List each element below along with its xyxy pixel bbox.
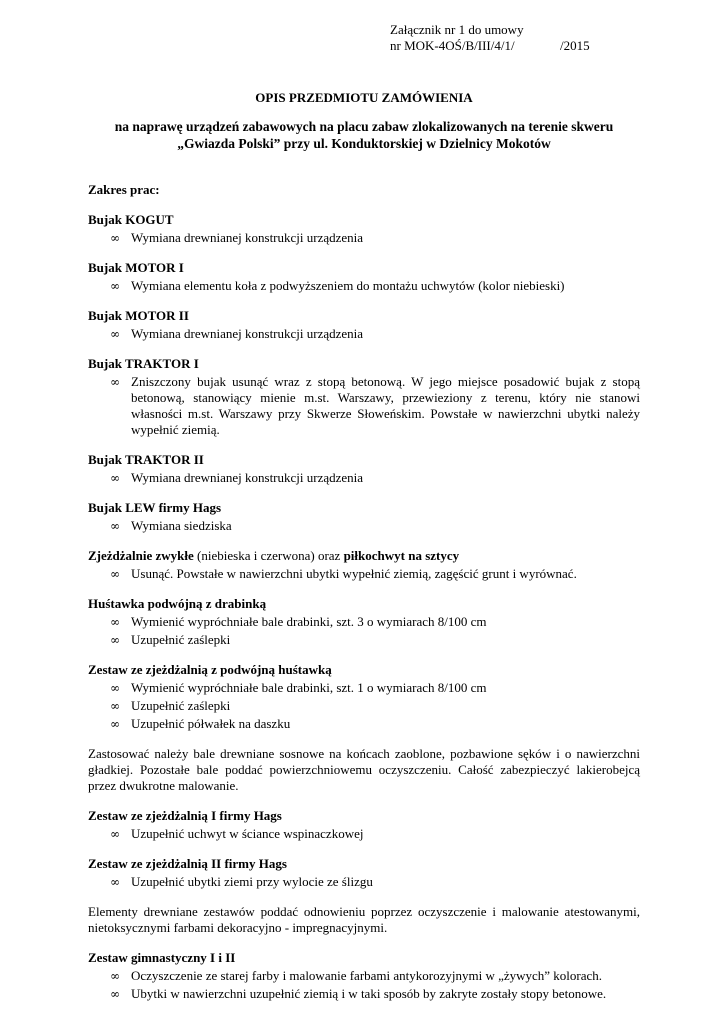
annex-line: Załącznik nr 1 do umowy <box>390 22 524 37</box>
task-item <box>88 968 640 984</box>
infinity-bullet-icon: ∞ <box>110 827 120 841</box>
section-heading: Bujak MOTOR I <box>88 260 184 275</box>
annex-number: nr MOK-4OŚ/B/III/4/1/ <box>390 38 515 53</box>
paragraph-wood: Zastosować należy bale drewniane sosnowe na końcach zaoblone, pozbawione sęków i o nawierzchni gładkiej. Pozostałe bale poddać powierzchniowemu oczyszczeniu. Całość zabezpieczyć lakierobejcą przez dwukrotne malowanie. <box>88 746 640 793</box>
work-section <box>88 452 640 486</box>
task-list <box>88 326 640 342</box>
document-title: OPIS PRZEDMIOTU ZAMÓWIENIA <box>255 90 473 105</box>
work-section <box>88 856 640 890</box>
work-section <box>88 596 640 648</box>
task-text: Oczyszczenie ze starej farby i malowanie farbami antykorozyjnymi w „żywych” kolorach. <box>131 968 603 983</box>
task-item <box>88 986 640 1002</box>
infinity-bullet-icon: ∞ <box>110 231 120 245</box>
infinity-bullet-icon: ∞ <box>110 471 120 485</box>
section-heading: Zestaw ze zjeżdżalnią I firmy Hags <box>88 808 282 823</box>
infinity-bullet-icon: ∞ <box>110 681 120 695</box>
infinity-bullet-icon: ∞ <box>110 987 120 1001</box>
work-section <box>88 356 640 438</box>
infinity-bullet-icon: ∞ <box>110 327 120 341</box>
task-text: Ubytki w nawierzchni uzupełnić ziemią i w taki sposób by zakryte zostały stopy betonowe. <box>131 986 607 1001</box>
infinity-bullet-icon: ∞ <box>110 519 120 533</box>
task-text: Uzupełnić zaślepki <box>131 698 231 713</box>
infinity-bullet-icon: ∞ <box>110 633 120 647</box>
task-text: Zniszczony bujak usunąć wraz z stopą betonową. W jego miejsce posadowić bujak z stopą betonową, stanowiący mienie m.st. Warszawy, przewieziony z terenu, który nie stanowi własności m.st. Warszawy przy Skwerze Słoweńskim. Powstałe w nawierzchni ubytki należy wypełnić ziemią. <box>131 374 640 437</box>
task-list <box>88 230 640 246</box>
section-heading: Bujak TRAKTOR II <box>88 452 204 467</box>
work-section <box>88 308 640 342</box>
work-section <box>88 212 640 246</box>
task-item <box>88 632 640 648</box>
task-item <box>88 874 640 890</box>
section-heading: Zestaw ze zjeżdżalnią II firmy Hags <box>88 856 287 871</box>
task-text: Uzupełnić uchwyt w ściance wspinaczkowej <box>131 826 364 841</box>
infinity-bullet-icon: ∞ <box>110 567 120 581</box>
work-section <box>88 260 640 294</box>
task-text: Uzupełnić półwałek na daszku <box>131 716 291 731</box>
work-section <box>88 500 640 534</box>
infinity-bullet-icon: ∞ <box>110 375 120 389</box>
task-item <box>88 680 640 696</box>
task-item <box>88 374 640 438</box>
section-heading: Zestaw ze zjeżdżalnią z podwójną huśtawką <box>88 662 332 677</box>
task-text: Wymiana elementu koła z podwyższeniem do montażu uchwytów (kolor niebieski) <box>131 278 565 293</box>
document-subtitle: na naprawę urządzeń zabawowych na placu zabaw zlokalizowanych na terenie skweru „Gwiazda Polski” przy ul. Konduktorskiej w Dzielnicy Mokotów <box>114 119 614 151</box>
section-heading: Bujak KOGUT <box>88 212 174 227</box>
heading-part: (niebieska i czerwona) oraz <box>193 548 344 563</box>
infinity-bullet-icon: ∞ <box>110 615 120 629</box>
task-item <box>88 470 640 486</box>
infinity-bullet-icon: ∞ <box>110 717 120 731</box>
task-item <box>88 566 640 582</box>
task-item <box>88 716 640 732</box>
heading-part: Zjeżdżalnie zwykłe <box>88 548 194 563</box>
annex-year: /2015 <box>560 38 590 53</box>
sections-group-1 <box>88 212 640 732</box>
task-list <box>88 374 640 438</box>
task-text: Usunąć. Powstałe w nawierzchni ubytki wypełnić ziemią, zagęścić grunt i wyrównać. <box>131 566 577 581</box>
task-text: Wymienić wypróchniałe bale drabinki, szt. 1 o wymiarach 8/100 cm <box>131 680 487 695</box>
infinity-bullet-icon: ∞ <box>110 279 120 293</box>
section-heading: Huśtawka podwójną z drabinką <box>88 596 267 611</box>
document-body <box>88 22 640 1002</box>
section-heading <box>88 548 640 564</box>
work-section <box>88 950 640 1002</box>
task-list <box>88 566 640 582</box>
work-section <box>88 808 640 842</box>
sections-group-2 <box>88 808 640 890</box>
task-list <box>88 614 640 648</box>
task-item <box>88 230 640 246</box>
task-text: Wymiana drewnianej konstrukcji urządzenia <box>131 470 364 485</box>
task-item <box>88 698 640 714</box>
paragraph-renovation: Elementy drewniane zestawów poddać odnowieniu poprzez oczyszczenie i malowanie atestowanymi, nietoksycznymi farbami dekoracyjno - impregnacyjnymi. <box>88 904 640 935</box>
task-list <box>88 518 640 534</box>
infinity-bullet-icon: ∞ <box>110 875 120 889</box>
task-text: Wymienić wypróchniałe bale drabinki, szt. 3 o wymiarach 8/100 cm <box>131 614 487 629</box>
section-heading: Bujak LEW firmy Hags <box>88 500 222 515</box>
task-list <box>88 278 640 294</box>
infinity-bullet-icon: ∞ <box>110 699 120 713</box>
work-section <box>88 662 640 732</box>
task-text: Wymiana drewnianej konstrukcji urządzenia <box>131 230 364 245</box>
section-heading: Zestaw gimnastyczny I i II <box>88 950 236 965</box>
task-text: Uzupełnić ubytki ziemi przy wylocie ze ślizgu <box>131 874 373 889</box>
infinity-bullet-icon: ∞ <box>110 969 120 983</box>
task-text: Wymiana drewnianej konstrukcji urządzenia <box>131 326 364 341</box>
task-list <box>88 680 640 732</box>
task-item <box>88 826 640 842</box>
task-list <box>88 874 640 890</box>
task-list <box>88 826 640 842</box>
section-heading: Bujak MOTOR II <box>88 308 189 323</box>
task-list <box>88 470 640 486</box>
sections-group-3 <box>88 950 640 1002</box>
task-item <box>88 518 640 534</box>
scope-label: Zakres prac: <box>88 182 160 197</box>
task-text: Uzupełnić zaślepki <box>131 632 231 647</box>
task-item <box>88 278 640 294</box>
task-item <box>88 614 640 630</box>
heading-part: piłkochwyt na sztycy <box>343 548 460 563</box>
task-text: Wymiana siedziska <box>131 518 232 533</box>
work-section <box>88 548 640 582</box>
task-list <box>88 968 640 1002</box>
task-item <box>88 326 640 342</box>
section-heading: Bujak TRAKTOR I <box>88 356 199 371</box>
